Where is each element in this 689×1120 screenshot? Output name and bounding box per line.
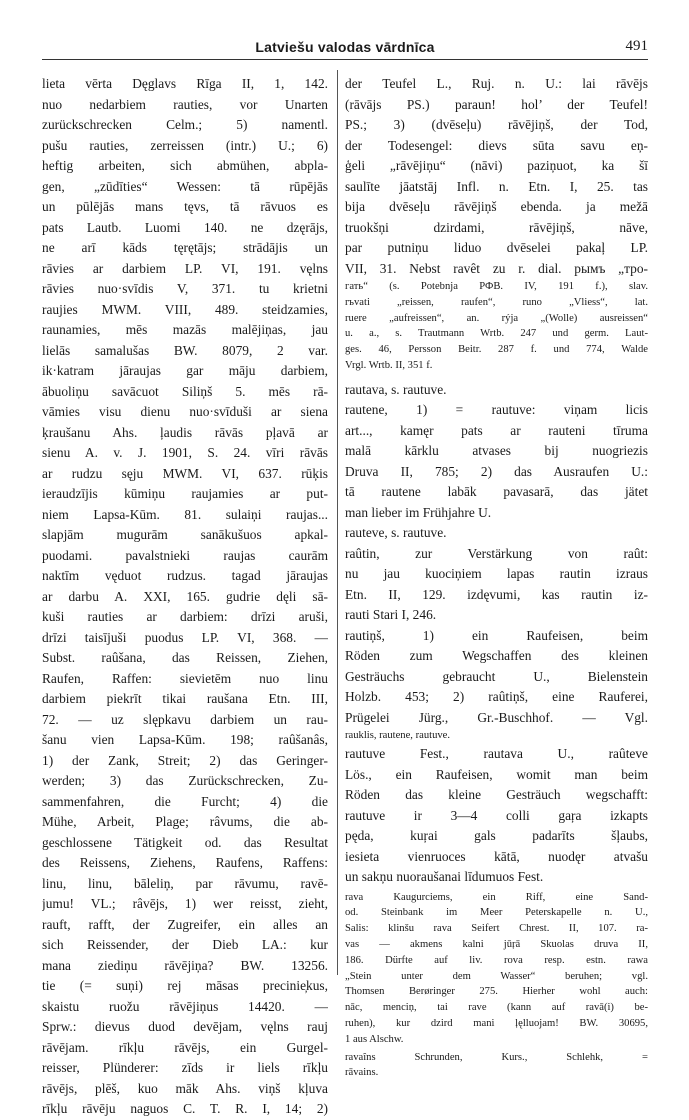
text-line: geschlossene Tätigkeit od. das Resultat (42, 834, 328, 850)
text-line: sich Reissender, der Dieb LA.: kur (42, 937, 328, 952)
text-line: Sprw.: dievus duod devējam, vęlns rauj (42, 1019, 328, 1034)
text-line: naktīm vęduot rudzus. tagad jāraujas (42, 568, 328, 583)
text-line: der Todesengel: dievs sūta savu eņ- (345, 137, 648, 153)
text-line: rauti Stari I, 246. (345, 607, 437, 623)
column-divider (337, 70, 338, 975)
text-line: ravaîns Schrunden, Kurs., Schlehk, = (345, 1051, 648, 1063)
text-line: Salis: klinšu rava Seifert Chrest. II, 107. ra- (345, 923, 648, 935)
text-line: Subst. raûšana, das Reissen, Ziehen, (42, 650, 328, 665)
text-line: nuo nedarbiem rauties, vor Unarten (42, 96, 328, 112)
text-line: Prügelei Jürg., Gr.-Buschhof. — Vgl. (345, 709, 648, 725)
text-line: raûtin, zur Verstärkung von raût: (345, 545, 648, 561)
text-line: saulīte jāatstāj Infl. n. Etn. I, 25. tas (345, 178, 648, 194)
text-line: lieta vērta Dęglavs Rīga II, 1, 142. (42, 76, 328, 91)
text-line: bija dvēseļu rāvējiņš ebenda. ja mežā (345, 199, 648, 214)
text-line: ne arī kāds tęrętājs; strādājis un (42, 240, 328, 255)
text-line: pušu rauties, zerreissen (intr.) U.; 6) (42, 137, 328, 153)
text-line: lielās samalušas BW. 8079, 2 var. (42, 342, 328, 358)
text-line: 1) der Zank, Streit; 2) das Geringer- (42, 752, 328, 768)
text-line: ik·katram jāraujas gar māju darbiem, (42, 363, 328, 378)
text-line: puodami. pavalstnieki raujas caurām (42, 547, 328, 563)
text-line: гать“ (s. Potebnja РФВ. IV, 191 f.), slav. (345, 281, 648, 292)
text-line: rauklis, rautene, rautuve. (345, 730, 451, 742)
right-column (345, 74, 648, 1081)
dictionary-title: Latviešu valodas vārdnīca (255, 39, 435, 55)
text-line: 186. Dürfte auf liv. rova resp. estn. rawa (345, 954, 648, 966)
text-line: ģeli „rāvējiņu“ (nāvi) paziņuot, ka šī (345, 158, 648, 173)
text-line: skaistu ruožu rāvējiņus 14420. — (42, 998, 328, 1014)
text-line: truokšņi dzirdami, rāvējiņš, nāve, (345, 219, 648, 235)
text-line: „Stein unter dem Wasser“ beruhen; vgl. (345, 970, 648, 982)
text-line: Raufen, Raffen: sievietēm nuo linu (42, 670, 328, 686)
text-line: zurückschrecken Celm.; 5) namentl. (42, 117, 328, 132)
text-line: man lieber im Frühjahre U. (345, 504, 492, 520)
text-line: Röden zum Wegschaffen des kleinen (345, 648, 648, 664)
text-line: Gesträuchs gebraucht U., Bielenstein (345, 668, 648, 684)
text-line: un sakņu nuoraušanai līdumuos Fest. (345, 869, 544, 885)
text-line: mana ziediņu rāvējiņa? BW. 13256. (42, 957, 328, 973)
text-line: malā kārklu atvases bij nuogriezis (345, 443, 648, 459)
text-line: 72. — uz slępkavu darbiem un rau- (42, 711, 328, 727)
text-line: rautene, 1) = rautuve: viņam licis (345, 402, 648, 418)
text-line: sienu A. v. J. 1901, S. 24. vīri rāvās (42, 445, 328, 460)
left-column (42, 74, 328, 1120)
text-line: par putniņu liduo dvēselei pakaļ LP. (345, 240, 648, 255)
text-line: pats Lautb. Luomi 140. ne dzęrājs, (42, 219, 328, 235)
text-line: PS.; 3) (dvēseļu) rāvējiņš, der Tod, (345, 117, 648, 132)
text-line: rāvējam. rīkļu rāvējs, ein Gurgel- (42, 1039, 328, 1055)
text-line: rāvains. (345, 1067, 379, 1079)
text-line: rauteve, s. rautuve. (345, 525, 447, 541)
text-line: rava Kaugurciems, ein Riff, eine Sand- (345, 891, 648, 903)
page-number: 491 (625, 38, 648, 54)
text-line: ieraudzījis kūmiņu raujamies ar put- (42, 486, 328, 501)
text-line: rautuve ir 3—4 colli gaŗa izkapts (345, 807, 648, 823)
text-line: linu, linu, bāleliņ, par rāvumu, ravē- (42, 875, 328, 891)
text-line: drīzi taisījuši puodus LP. VI, 368. — (42, 629, 328, 645)
text-line: nu jau kuociņiem lapas rautin izraus (345, 566, 648, 582)
text-line: ķraušanu Ahs. ļaudis rāvās pļavā ar (42, 424, 328, 440)
text-line: reisser, Plünderer: zīds ir liels rīkļu (42, 1060, 328, 1075)
text-line: 1 aus Alschw. (345, 1033, 404, 1045)
text-line: rāvies nuo·svīdis V, 371. tu krietni (42, 281, 328, 296)
text-line: u. a., s. Trautmann Wrtb. 247 und germ. Laut- (345, 328, 648, 340)
text-line: ruhen), kur dzird mani ļęlluojam! BW. 30695, (345, 1017, 648, 1029)
text-line: Etn. II, 129. izdęvumi, kas rautin iz- (345, 586, 648, 602)
text-line: šanu vien Lapsa-Kūm. 198; raûšanâs, (42, 732, 328, 747)
text-line: Vrgl. Wrtb. II, 351 f. (345, 359, 433, 371)
text-line: ar darbu A. XXI, 165. gudrie dęli sā- (42, 588, 328, 604)
text-line: ges. 46, Persson Beitr. 287 f. und 774, Walde (345, 344, 648, 356)
text-line: vas — akmens kalni jūŗā Skuolas druva II, (345, 938, 648, 950)
text-line: od. Steinbank im Meer Peterskapelle n. U., (345, 907, 648, 919)
text-line: raunamies, mēs mazās malējiņas, jau (42, 322, 328, 337)
text-line: heftig arbeiten, sich abmühen, abpla- (42, 158, 328, 173)
text-line: jumu! VL.; râvējs, 1) wer reisst, zieht, (42, 896, 328, 911)
text-line: Thomsen Berøringer 275. Hierher wohl auch: (345, 986, 648, 998)
text-line: Holzb. 453; 2) raûtiņš, eine Rauferei, (345, 689, 648, 705)
text-line: der Teufel L., Ruj. n. U.: lai rāvējs (345, 76, 648, 91)
text-line: sammenfahren, die Furcht; 4) die (42, 793, 328, 809)
text-line: Lös., ein Raufeisen, womit man beim (345, 766, 648, 782)
text-line: darbiem piekrīt tikai raušana Etn. III, (42, 691, 328, 706)
text-line: rъvati „reissen, raufen“, runo „Vliess“, lat. (345, 296, 648, 308)
text-line: raujies MWM. VIII, 489. steidzamies, (42, 301, 328, 317)
text-line: pęda, kuŗai gals padarīts šļaubs, (345, 828, 648, 844)
text-line: Mühe, Arbeit, Plage; râvums, die ab- (42, 814, 328, 829)
text-line: rautava, s. rautuve. (345, 381, 447, 397)
text-line: iesieta vienruoces kātā, nuodęr atvašu (345, 848, 648, 864)
text-line: werden; 3) das Zurückschrecken, Zu- (42, 773, 328, 788)
text-line: rīkļu rāvēju naguos C. T. R. I, 14; 2) (42, 1101, 328, 1116)
text-line: niem Lapsa-Kūm. 81. sulaiņi raujas... (42, 506, 328, 522)
text-line: ābuoliņu savācuot Siliņš 5. mēs rā- (42, 383, 328, 399)
text-line: vāmies visu dienu nuo·svīduši ar siena (42, 404, 328, 419)
page-header (42, 37, 648, 60)
text-line: rautuve Fest., rautava U., raûteve (345, 746, 648, 762)
text-line: rauft, rafft, der Zugreifer, ein alles an (42, 916, 328, 932)
text-line: art..., kamęr pats ar rauteni tīruma (345, 422, 648, 438)
text-line: rautiņš, 1) ein Raufeisen, beim (345, 627, 648, 643)
text-line: VII, 31. Nebst ravêt zu r. dial. рымъ „тро- (345, 260, 648, 276)
text-line: Röden das kleine Gesträuch wegschafft: (345, 787, 648, 803)
text-line: tie (= suņi) rej māsas precinie̦kus, (42, 978, 328, 993)
text-line: nāc, menciņ, tai rave (kann auf ravā(i) be- (345, 1002, 648, 1014)
text-line: un pūlējās mans tęvs, tā rāvuos es (42, 199, 328, 214)
text-line: ar rudzu sęju MWM. VI, 637. rūķis (42, 465, 328, 481)
text-line: rāvies ar darbiem LP. VI, 191. vęlns (42, 260, 328, 276)
text-line: (rāvājs PS.) paraun! hol’ der Teufel! (345, 96, 648, 112)
text-line: tā rautene labāk pavasarā, das jätet (345, 484, 648, 500)
text-line: Druva II, 785; 2) das Ausraufen U.: (345, 463, 648, 479)
text-line: kuši rauties ar darbiem: drīzi aruši, (42, 609, 328, 624)
text-line: des Reissens, Ziehens, Raufens, Raffens: (42, 855, 328, 870)
text-line: ruere „aufreissen“, an. rýja „(Wolle) ausreissen“ (345, 312, 648, 324)
text-line: slapjām mugurām sanākušuos apkal- (42, 527, 328, 542)
text-line: gen, „zūdīties“ Wessen: tā rūpējās (42, 178, 328, 194)
text-line: rāvējs, plēš, kuo māk Ahs. viņš kļuva (42, 1080, 328, 1096)
